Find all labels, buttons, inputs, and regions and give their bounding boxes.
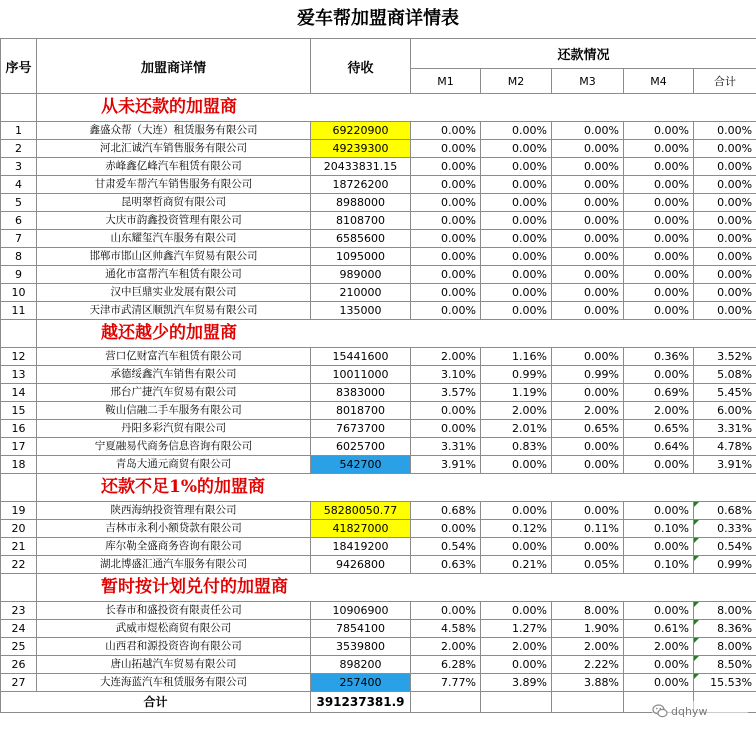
row-number: 17 [1,438,37,456]
m2-rate: 1.27% [481,620,552,638]
m2-rate: 0.00% [481,284,552,302]
dealer-name: 河北汇诚汽车销售服务有限公司 [37,140,311,158]
dealer-name: 青岛大通元商贸有限公司 [37,456,311,474]
dealer-name: 天津市武清区顺凯汽车贸易有限公司 [37,302,311,320]
m3-rate: 0.00% [552,538,624,556]
m1-rate: 0.00% [411,122,481,140]
dealer-name: 甘肃爱车帮汽车销售服务有限公司 [37,176,311,194]
section-seq-blank [1,320,37,348]
m3-rate: 8.00% [552,602,624,620]
dealer-name: 宁夏融易代商务信息咨询有限公司 [37,438,311,456]
due-amount: 898200 [311,656,411,674]
total-rate: 8.50% [694,656,756,674]
m2-rate: 0.00% [481,248,552,266]
m2-rate: 0.00% [481,212,552,230]
row-number: 13 [1,366,37,384]
m2-rate: 0.00% [481,502,552,520]
m3-rate: 0.00% [552,456,624,474]
m2-rate: 0.00% [481,538,552,556]
due-amount: 1095000 [311,248,411,266]
table-row [1,602,756,620]
m1-rate: 0.00% [411,212,481,230]
table-row [1,556,756,574]
m3-rate: 0.11% [552,520,624,538]
watermark [652,701,748,721]
m2-rate: 0.00% [481,602,552,620]
m4-rate: 0.00% [624,248,694,266]
m2-rate: 0.00% [481,302,552,320]
table-row [1,366,756,384]
due-amount: 10011000 [311,366,411,384]
row-number: 19 [1,502,37,520]
m1-rate: 7.77% [411,674,481,692]
row-number: 27 [1,674,37,692]
row-number: 4 [1,176,37,194]
m3-rate: 0.00% [552,438,624,456]
m1-rate: 6.28% [411,656,481,674]
total-rate: 6.00% [694,402,756,420]
table-row [1,302,756,320]
m3-rate: 0.00% [552,158,624,176]
m4-rate: 0.00% [624,140,694,158]
m3-rate: 0.00% [552,248,624,266]
table-row [1,140,756,158]
table-row [1,456,756,474]
total-rate: 0.68% [694,502,756,520]
table-row [1,266,756,284]
total-rate: 4.78% [694,438,756,456]
watermark-text: dqhyw [671,704,708,718]
table-row [1,122,756,140]
table-row [1,620,756,638]
row-number: 16 [1,420,37,438]
m1-rate: 2.00% [411,638,481,656]
row-number: 15 [1,402,37,420]
due-amount: 6585600 [311,230,411,248]
due-amount: 8988000 [311,194,411,212]
section-seq-blank [1,474,37,502]
m1-rate: 2.00% [411,348,481,366]
m1-rate: 0.00% [411,266,481,284]
due-amount: 8018700 [311,402,411,420]
due-amount: 58280050.77 [311,502,411,520]
m4-rate: 0.36% [624,348,694,366]
table-row [1,230,756,248]
due-amount: 6025700 [311,438,411,456]
header-m2: M2 [481,69,552,94]
total-rate: 8.00% [694,602,756,620]
m4-rate: 2.00% [624,638,694,656]
m4-rate: 0.00% [624,176,694,194]
m4-rate: 0.00% [624,194,694,212]
total-rate: 0.00% [694,176,756,194]
due-amount: 10906900 [311,602,411,620]
row-number: 5 [1,194,37,212]
header-m4: M4 [624,69,694,94]
total-rate: 0.00% [694,266,756,284]
row-number: 14 [1,384,37,402]
row-number: 21 [1,538,37,556]
dealer-name: 吉林市永利小额贷款有限公司 [37,520,311,538]
dealer-name: 唐山拓越汽车贸易有限公司 [37,656,311,674]
m2-rate: 1.19% [481,384,552,402]
due-amount: 8383000 [311,384,411,402]
m3-rate: 0.00% [552,348,624,366]
m3-rate: 0.00% [552,194,624,212]
m4-rate: 0.00% [624,656,694,674]
total-rate: 8.36% [694,620,756,638]
m3-rate: 2.22% [552,656,624,674]
total-rate: 0.00% [694,122,756,140]
m4-rate: 0.00% [624,158,694,176]
section-title: 还款不足1%的加盟商 [37,474,756,502]
dealer-name: 山东耀玺汽车服务有限公司 [37,230,311,248]
m4-rate: 0.00% [624,674,694,692]
m3-rate: 3.88% [552,674,624,692]
m1-rate: 0.00% [411,194,481,212]
table-row [1,656,756,674]
due-amount: 18419200 [311,538,411,556]
table-row [1,248,756,266]
dealer-name: 昆明翠哲商贸有限公司 [37,194,311,212]
m3-rate: 0.05% [552,556,624,574]
sum-label: 合计 [1,692,311,713]
section-title: 从未还款的加盟商 [37,94,756,122]
m2-rate: 0.12% [481,520,552,538]
m1-rate: 0.54% [411,538,481,556]
m1-rate: 3.31% [411,438,481,456]
row-number: 22 [1,556,37,574]
m2-rate: 0.00% [481,122,552,140]
due-amount: 41827000 [311,520,411,538]
row-number: 18 [1,456,37,474]
due-amount: 8108700 [311,212,411,230]
table-row [1,520,756,538]
table-row [1,158,756,176]
section-header [1,574,756,602]
m3-rate: 0.99% [552,366,624,384]
total-rate: 8.00% [694,638,756,656]
m1-rate: 0.00% [411,176,481,194]
dealer-name: 鞍山信融二手车服务有限公司 [37,402,311,420]
m3-rate: 0.00% [552,266,624,284]
total-rate: 0.00% [694,302,756,320]
header-seq: 序号 [1,39,37,94]
m2-rate: 0.00% [481,656,552,674]
total-rate: 0.33% [694,520,756,538]
row-number: 6 [1,212,37,230]
table-row [1,194,756,212]
m1-rate: 0.63% [411,556,481,574]
due-amount: 18726200 [311,176,411,194]
m2-rate: 0.83% [481,438,552,456]
m4-rate: 0.00% [624,266,694,284]
m2-rate: 0.00% [481,456,552,474]
total-rate: 0.00% [694,194,756,212]
m4-rate: 2.00% [624,402,694,420]
m2-rate: 0.99% [481,366,552,384]
section-title: 越还越少的加盟商 [37,320,756,348]
due-amount: 9426800 [311,556,411,574]
m3-rate: 0.00% [552,230,624,248]
due-amount: 989000 [311,266,411,284]
m1-rate: 0.00% [411,248,481,266]
dealer-name: 陕西海纳投资管理有限公司 [37,502,311,520]
due-amount: 7854100 [311,620,411,638]
m4-rate: 0.00% [624,366,694,384]
m3-rate: 1.90% [552,620,624,638]
table-row [1,438,756,456]
due-amount: 7673700 [311,420,411,438]
m4-rate: 0.10% [624,520,694,538]
sum-m3 [552,692,624,713]
total-rate: 0.99% [694,556,756,574]
m3-rate: 0.00% [552,302,624,320]
table-row [1,420,756,438]
total-rate: 3.91% [694,456,756,474]
m1-rate: 0.00% [411,302,481,320]
total-rate: 0.00% [694,140,756,158]
m1-rate: 0.00% [411,420,481,438]
sum-m1 [411,692,481,713]
total-rate: 0.00% [694,248,756,266]
m3-rate: 0.00% [552,140,624,158]
m2-rate: 0.21% [481,556,552,574]
m3-rate: 0.00% [552,176,624,194]
due-amount: 3539800 [311,638,411,656]
row-number: 9 [1,266,37,284]
m2-rate: 2.01% [481,420,552,438]
due-amount: 542700 [311,456,411,474]
sum-m2 [481,692,552,713]
m4-rate: 0.65% [624,420,694,438]
table-row [1,384,756,402]
section-header [1,94,756,122]
row-number: 25 [1,638,37,656]
m1-rate: 0.00% [411,284,481,302]
m1-rate: 0.00% [411,402,481,420]
header-m3: M3 [552,69,624,94]
dealer-name: 大庆市韵鑫投资管理有限公司 [37,212,311,230]
m3-rate: 0.65% [552,420,624,438]
due-amount: 135000 [311,302,411,320]
dealer-name: 汉中巨鼎实业发展有限公司 [37,284,311,302]
m3-rate: 2.00% [552,402,624,420]
row-number: 10 [1,284,37,302]
m2-rate: 0.00% [481,158,552,176]
dealer-name: 库尔勒全盛商务咨询有限公司 [37,538,311,556]
m2-rate: 3.89% [481,674,552,692]
header-due: 待收 [311,39,411,94]
total-rate: 5.08% [694,366,756,384]
dealer-name: 大连海蓝汽车租赁服务有限公司 [37,674,311,692]
dealer-name: 武威市煜松商贸有限公司 [37,620,311,638]
m3-rate: 2.00% [552,638,624,656]
m4-rate: 0.00% [624,538,694,556]
sum-due: 391237381.9 [311,692,411,713]
table-row [1,502,756,520]
due-amount: 15441600 [311,348,411,366]
dealer-name: 营口亿财富汽车租赁有限公司 [37,348,311,366]
total-rate: 0.00% [694,212,756,230]
section-header [1,320,756,348]
m4-rate: 0.69% [624,384,694,402]
m2-rate: 0.00% [481,266,552,284]
table-row [1,348,756,366]
m2-rate: 0.00% [481,194,552,212]
m1-rate: 3.10% [411,366,481,384]
m3-rate: 0.00% [552,212,624,230]
m4-rate: 0.10% [624,556,694,574]
total-rate: 3.31% [694,420,756,438]
table-body [1,94,756,692]
dealer-table [0,38,756,713]
section-header [1,474,756,502]
row-number: 7 [1,230,37,248]
row-number: 1 [1,122,37,140]
due-amount: 69220900 [311,122,411,140]
row-number: 8 [1,248,37,266]
due-amount: 20433831.15 [311,158,411,176]
m3-rate: 0.00% [552,502,624,520]
section-seq-blank [1,94,37,122]
table-row [1,284,756,302]
dealer-name: 邯郸市邯山区帅鑫汽车贸易有限公司 [37,248,311,266]
table-row [1,674,756,692]
header-repayment: 还款情况 [411,39,756,69]
dealer-name: 丹阳多彩汽贸有限公司 [37,420,311,438]
row-number: 23 [1,602,37,620]
m4-rate: 0.00% [624,502,694,520]
m3-rate: 0.00% [552,284,624,302]
table-row [1,538,756,556]
m4-rate: 0.00% [624,302,694,320]
dealer-name: 山西君和源投资咨询有限公司 [37,638,311,656]
table-row [1,638,756,656]
m4-rate: 0.00% [624,456,694,474]
m1-rate: 4.58% [411,620,481,638]
m4-rate: 0.00% [624,122,694,140]
sum-row [1,692,756,713]
m3-rate: 0.00% [552,122,624,140]
table-row [1,212,756,230]
due-amount: 49239300 [311,140,411,158]
table-row [1,402,756,420]
row-number: 3 [1,158,37,176]
total-rate: 0.00% [694,158,756,176]
m2-rate: 0.00% [481,176,552,194]
row-number: 20 [1,520,37,538]
m2-rate: 0.00% [481,140,552,158]
m2-rate: 2.00% [481,638,552,656]
row-number: 26 [1,656,37,674]
m1-rate: 0.00% [411,520,481,538]
header-total: 合计 [694,69,756,94]
m4-rate: 0.00% [624,212,694,230]
total-rate: 5.45% [694,384,756,402]
total-rate: 0.00% [694,230,756,248]
m1-rate: 3.91% [411,456,481,474]
m4-rate: 0.00% [624,230,694,248]
row-number: 2 [1,140,37,158]
wechat-icon [652,703,668,719]
due-amount: 257400 [311,674,411,692]
section-seq-blank [1,574,37,602]
m1-rate: 0.00% [411,230,481,248]
row-number: 24 [1,620,37,638]
total-rate: 3.52% [694,348,756,366]
row-number: 11 [1,302,37,320]
m2-rate: 0.00% [481,230,552,248]
m4-rate: 0.61% [624,620,694,638]
dealer-name: 承德绥鑫汽车销售有限公司 [37,366,311,384]
header-m1: M1 [411,69,481,94]
dealer-name: 长春市和盛投资有限责任公司 [37,602,311,620]
total-rate: 15.53% [694,674,756,692]
section-title: 暂时按计划兑付的加盟商 [37,574,756,602]
dealer-name: 湖北博盛汇通汽车服务有限公司 [37,556,311,574]
due-amount: 210000 [311,284,411,302]
table-row [1,176,756,194]
dealer-name: 邢台广捷汽车贸易有限公司 [37,384,311,402]
header-dealer: 加盟商详情 [37,39,311,94]
m4-rate: 0.64% [624,438,694,456]
row-number: 12 [1,348,37,366]
m3-rate: 0.00% [552,384,624,402]
m1-rate: 0.00% [411,158,481,176]
dealer-name: 赤峰鑫亿峰汽车租赁有限公司 [37,158,311,176]
dealer-name: 通化市富帮汽车租赁有限公司 [37,266,311,284]
total-rate: 0.54% [694,538,756,556]
dealer-name: 鑫盛众帮（大连）租赁服务有限公司 [37,122,311,140]
m2-rate: 1.16% [481,348,552,366]
m1-rate: 0.00% [411,140,481,158]
m2-rate: 2.00% [481,402,552,420]
table-title: 爱车帮加盟商详情表 [297,8,459,29]
total-rate: 0.00% [694,284,756,302]
m1-rate: 0.68% [411,502,481,520]
m1-rate: 0.00% [411,602,481,620]
m4-rate: 0.00% [624,602,694,620]
m4-rate: 0.00% [624,284,694,302]
m1-rate: 3.57% [411,384,481,402]
